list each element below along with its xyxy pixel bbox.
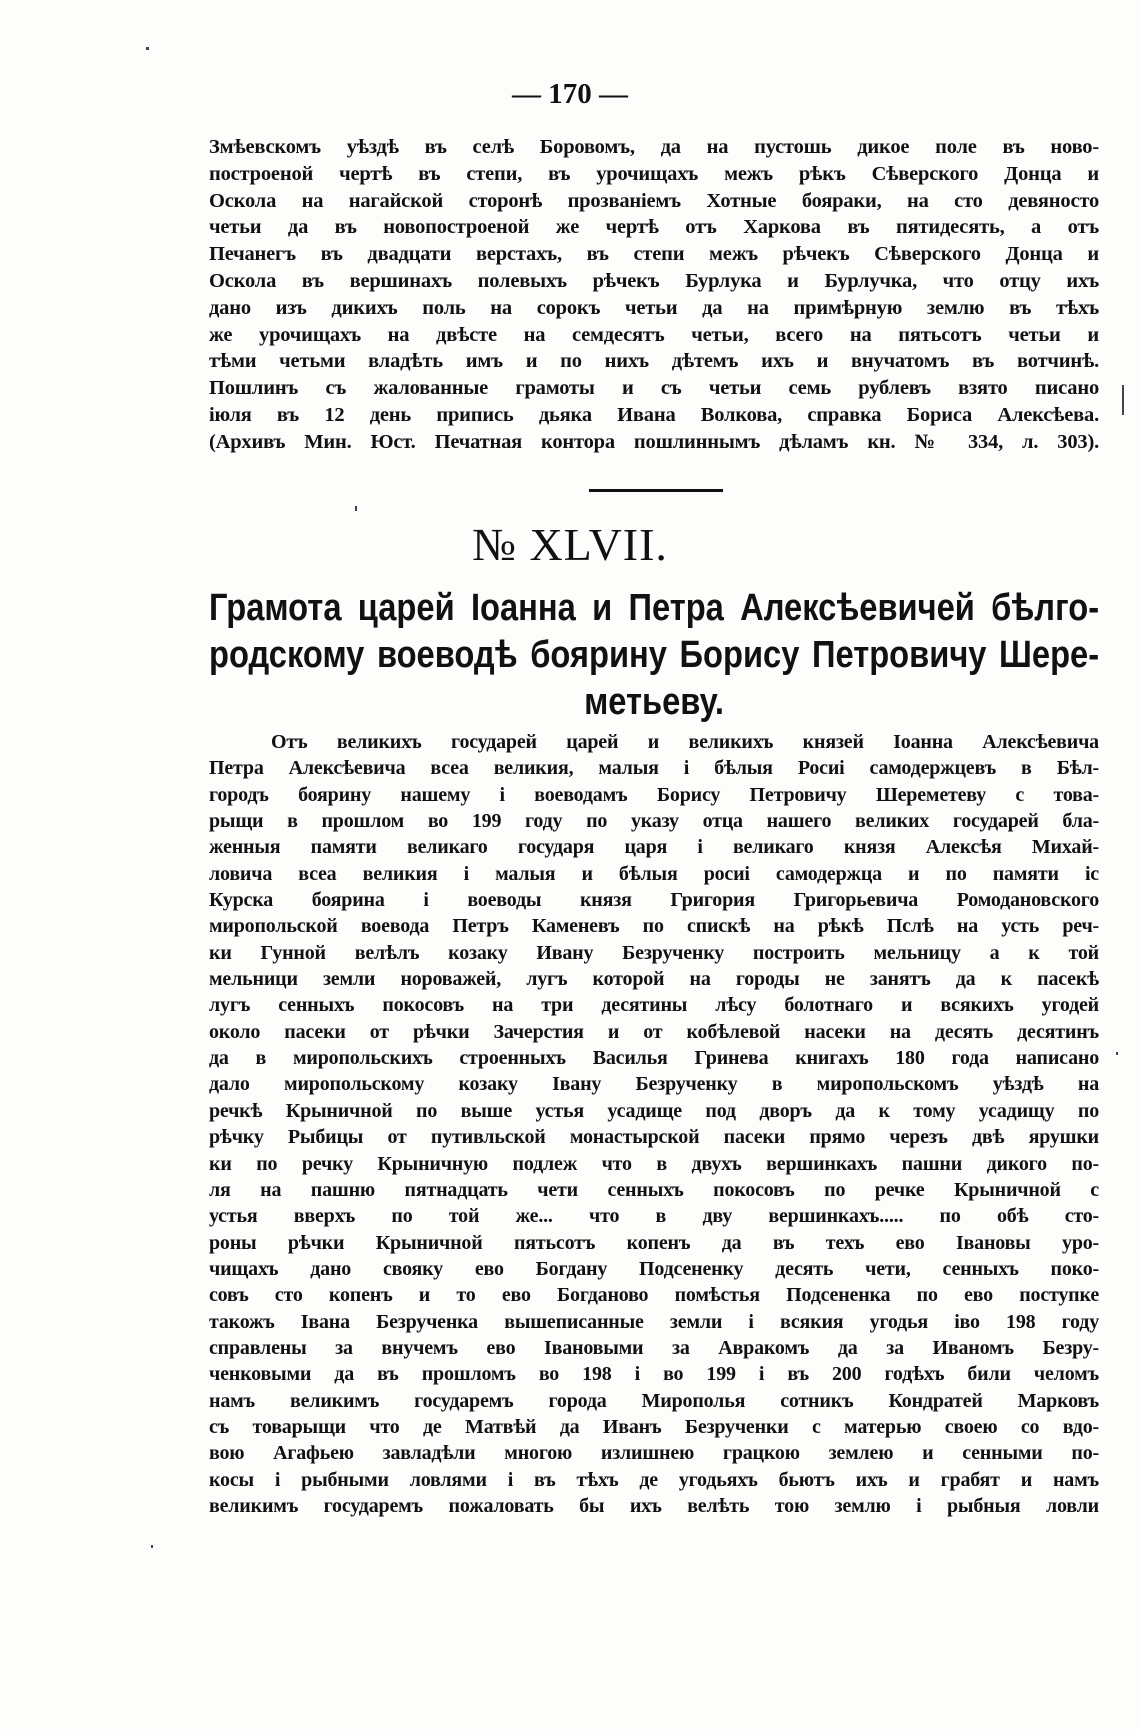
text-line: такожъ Івана Безрученка вышеписанные земли і всякия угодья іво 198 году xyxy=(209,1310,1099,1333)
text-line: рѣчку Рыбицы от путивльской монастырской пасеки прямо черезъ двѣ ярушки xyxy=(209,1126,1099,1149)
text-line: около пасеки от рѣчки Зачерстия и от кобѣлевой насеки на десять десятинъ xyxy=(209,1020,1099,1043)
title-line: метьеву. xyxy=(584,681,724,723)
scan-edge-mark xyxy=(1122,385,1124,415)
document-number: № XLVII. xyxy=(472,519,668,570)
scan-speck xyxy=(1116,1052,1118,1055)
text-line: ловича всеа великия і малыя и бѣлыя росиі самодержца и по памяти іс xyxy=(209,862,1099,885)
text-line: съ товарыщи что де Матвѣй да Иванъ Безрученки с матерью своею со вдо- xyxy=(209,1415,1099,1438)
text-line: тѣми четьми владѣть имъ и по нихъ дѣтемъ ихъ и внучатомъ въ вотчинѣ. xyxy=(209,350,1099,373)
text-line: ки по речку Крыничную подлеж что в двухъ вершинкахъ пашни дикого по- xyxy=(209,1152,1099,1175)
text-line: ля на пашню пятнадцать чети сенныхъ покосовъ по речке Крыничной с xyxy=(209,1178,1099,1201)
text-line: рыщи в прошлом во 199 году по указу отца нашего великих государей бла- xyxy=(209,810,1099,833)
text-line: ченковыми да въ прошломъ во 198 і во 199 і въ 200 годѣхъ били челомъ xyxy=(209,1363,1099,1386)
page-number: — 170 — xyxy=(512,78,628,110)
text-line: городъ боярину нашему і воеводамъ Борису Петровичу Шереметеву с това- xyxy=(209,783,1099,806)
text-line: Змѣевскомъ уѣздѣ въ селѣ Боровомъ, да на пустошь дикое поле въ ново- xyxy=(209,136,1099,158)
text-line: мельници земли нороважей, лугъ которой на городы не занятъ да к пасекѣ xyxy=(209,968,1099,991)
text-line: іюля въ 12 день припись дьяка Ивана Волкова, справка Бориса Алексѣева. xyxy=(209,403,1099,426)
text-line: чищахъ дано свояку ево Богдану Подсененку десять чети, сенныхъ поко- xyxy=(209,1257,1099,1280)
text-line: четьи да въ новопостроеной же чертѣ отъ Харкова въ пятидесять, а отъ xyxy=(209,216,1099,239)
text-line: великимъ государемъ пожаловать бы ихъ велѣть тою землю і рыбныя ловли xyxy=(209,1494,1099,1517)
main-paragraph xyxy=(209,729,1099,1519)
text-line: вою Агафьею завладѣли многою излишнею грацкою землею и сенными по- xyxy=(209,1442,1099,1465)
scan-speck xyxy=(355,506,357,511)
text-line: намъ великимъ государемъ города Мирополья сотникъ Кондратей Марковъ xyxy=(209,1389,1099,1412)
text-line: же урочищахъ на двѣсте на семдесятъ четьи, всего на пятьсотъ четьи и xyxy=(209,323,1099,346)
text-line: совъ сто копенъ и то ево Богданово помѣстья Подсененка по ево поступке xyxy=(209,1284,1099,1307)
text-line: миропольской воевода Петръ Каменевъ по спискѣ на рѣкѣ Пслѣ на усть реч- xyxy=(209,915,1099,938)
text-line: Оскола въ вершинахъ полевыхъ рѣчекъ Бурлука и Бурлучка, что отцу ихъ xyxy=(209,269,1099,292)
text-line: построеной чертѣ въ степи, въ урочищахъ межъ рѣкъ Сѣверского Донца и xyxy=(209,162,1099,185)
text-line: ки Гунной велѣлъ козаку Ивану Безрученку построить мельницу а к той xyxy=(209,941,1099,964)
upper-paragraph xyxy=(209,134,1099,456)
section-divider xyxy=(589,489,723,492)
text-line: дано изъ дикихъ поль на сорокъ четьи да на примѣрную землю въ тѣхъ xyxy=(209,296,1099,319)
scan-speck xyxy=(151,1545,153,1548)
text-line: да в миропольскихъ строенныхъ Василья Гринева книгахъ 180 года написано xyxy=(209,1047,1099,1070)
text-line: дало миропольскому козаку Івану Безрученку в миропольскомъ уѣздѣ на xyxy=(209,1073,1099,1096)
text-line: роны рѣчки Крыничной пятьсотъ копенъ да въ техъ ево Івановы уро- xyxy=(209,1231,1099,1254)
scan-speck xyxy=(146,47,149,50)
text-line: лугъ сенныхъ покосовъ на три десятины лѣсу болотнаго и всякихъ угодей xyxy=(209,994,1099,1017)
text-line: косы і рыбными ловлями і въ тѣхъ де угодьяхъ бьютъ ихъ и грабят и намъ xyxy=(209,1468,1099,1491)
document-title xyxy=(209,585,1100,726)
text-line: Оскола на нагайской сторонѣ прозваніемъ Хотные бояраки, на сто девяносто xyxy=(209,189,1099,212)
text-line: устья вверхъ по той же... что в дву вершинкахъ..... по обѣ сто- xyxy=(209,1205,1099,1228)
text-line: Курска боярина і воеводы князя Григория Григорьевича Ромодановского xyxy=(209,889,1099,912)
text-line: Отъ великихъ государей царей и великихъ князей Іоанна Алексѣевича xyxy=(271,731,1099,753)
title-line: Грамота царей Іоанна и Петра Алексѣевичей бѣлго- xyxy=(209,587,1100,629)
text-line: женныя памяти великаго государя царя і великаго князя Алексѣя Михай- xyxy=(209,836,1099,859)
text-line: речкѣ Крыничной по выше устья усадище под дворъ да к тому усадищу по xyxy=(209,1099,1099,1122)
text-line: Пошлинъ съ жалованные грамоты и съ четьи семь рублевъ взято писано xyxy=(209,377,1099,400)
archive-citation: (Архивъ Мин. Юст. Печатная контора пошлиннымъ дѣламъ кн. № 334, л. 303). xyxy=(209,430,1099,453)
title-line: родскому воеводѣ боярину Борису Петровичу Шере- xyxy=(209,634,1100,676)
text-line: Петра Алексѣевича всеа великия, малыя і бѣлыя Росиі самодержцевъ в Бѣл- xyxy=(209,757,1099,780)
text-line: Печанегъ въ двадцати верстахъ, въ степи межъ рѣчекъ Сѣверского Донца и xyxy=(209,243,1099,266)
text-line: справлены за внучемъ ево Івановыми за Авракомъ да за Иваномъ Безру- xyxy=(209,1336,1099,1359)
